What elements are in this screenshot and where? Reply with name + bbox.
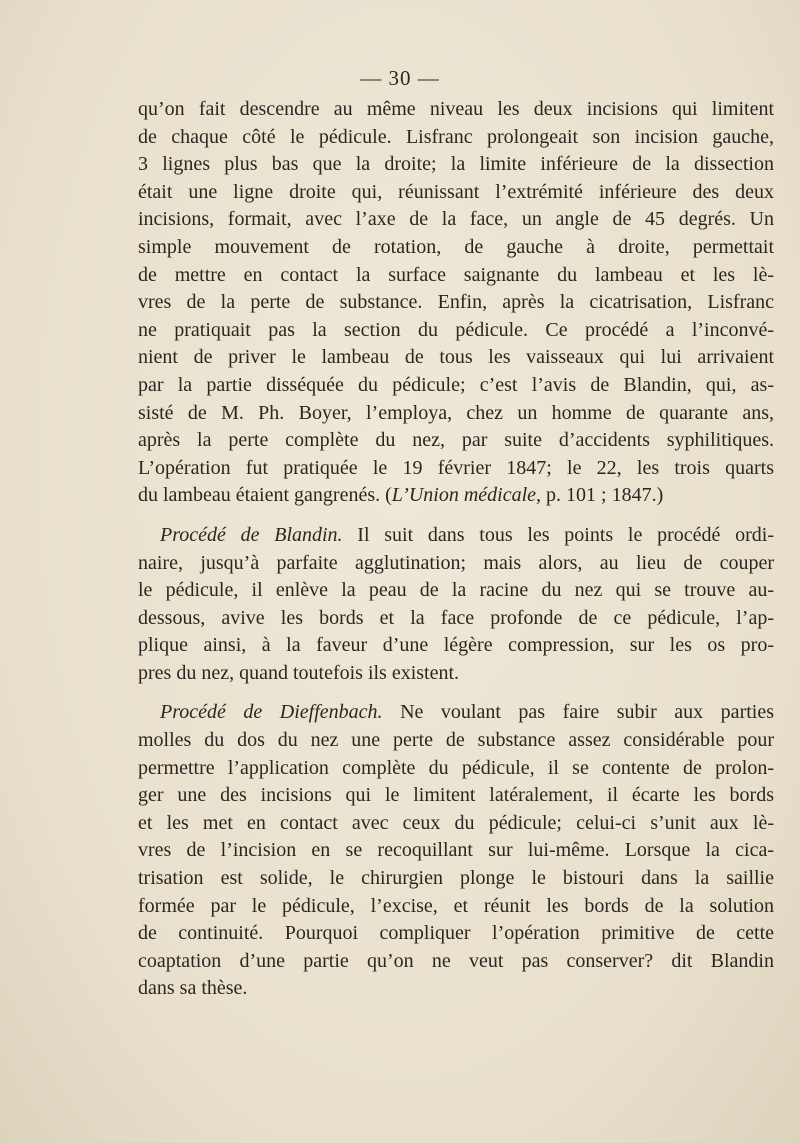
text-line: dans sa thèse.: [138, 977, 248, 1000]
text-line: le pédicule, il enlève la peau de la racine du nez qui se trouve au-: [138, 579, 774, 602]
text-line: coaptation d’une partie qu’on ne veut pas conserver? dit Blandin: [138, 949, 774, 972]
text-run: Il suit dans tous les points le procédé ordi-: [342, 523, 774, 546]
text-line: était une ligne droite qui, réunissant l’extrémité inférieure des deux: [138, 180, 774, 203]
text-line: et les met en contact avec ceux du pédicule; celui-ci s’unit aux lè-: [138, 811, 774, 834]
text-line: ger une des incisions qui le limitent latéralement, il écarte les bords: [138, 784, 774, 807]
text-line: L’opération fut pratiquée le 19 février 1847; le 22, les trois quarts: [138, 456, 774, 479]
text-line: [138, 522, 774, 550]
paragraph-dieffenbach: [138, 699, 774, 1003]
text-line: naire, jusqu’à parfaite agglutination; mais alors, au lieu de couper: [138, 551, 774, 574]
paragraph-lisfranc: [138, 96, 774, 510]
text-line: simple mouvement de rotation, de gauche à droite, permettait: [138, 235, 774, 258]
text-line: dessous, avive les bords et la face profonde de ce pédicule, l’ap-: [138, 606, 774, 629]
text-run: Ne voulant pas faire subir aux parties: [382, 701, 774, 724]
text-line: ne pratiquait pas la section du pédicule. Ce procédé a l’inconvé-: [138, 318, 774, 341]
text-line: par la partie disséquée du pédicule; c’est l’avis de Blandin, qui, as-: [138, 373, 774, 396]
text-line: vres de l’incision en se recoquillant sur lui-même. Lorsque la cica-: [138, 839, 774, 862]
text-line: formée par le pédicule, l’excise, et réunit les bords de la solution: [138, 894, 774, 917]
text-line: de mettre en contact la surface saignante du lambeau et les lè-: [138, 263, 774, 286]
paragraph-gap: [138, 510, 774, 522]
text-line: 3 lignes plus bas que la droite; la limite inférieure de la dissection: [138, 153, 774, 176]
text-line: molles du dos du nez une perte de substance assez considérable pour: [138, 729, 774, 752]
citation-journal: L’Union médicale,: [391, 484, 542, 507]
section-heading: Procédé de Dieffenbach.: [160, 701, 383, 724]
body-text: [138, 96, 774, 1003]
text-line: de chaque côté le pédicule. Lisfranc prolongeait son incision gauche,: [138, 125, 774, 148]
text-line: vres de la perte de substance. Enfin, après la cicatrisation, Lisfranc: [138, 291, 774, 314]
paragraph-gap: [138, 687, 774, 699]
section-heading: Procédé de Blandin.: [160, 523, 343, 546]
text-line: plique ainsi, à la faveur d’une légère compression, sur les os pro-: [138, 634, 774, 657]
text-line: incisions, formait, avec l’axe de la face, un angle de 45 degrés. Un: [138, 208, 774, 231]
text-line: [138, 699, 774, 727]
text-line: pres du nez, quand toutefois ils existent.: [138, 661, 460, 684]
page-number: — 30 —: [360, 66, 440, 90]
paragraph-blandin: [138, 522, 774, 688]
text-run: du lambeau étaient gangrenés. (: [138, 484, 392, 507]
text-line: de continuité. Pourquoi compliquer l’opération primitive de cette: [138, 922, 774, 945]
text-run: p. 101 ; 1847.): [541, 484, 664, 507]
text-line: qu’on fait descendre au même niveau les deux incisions qui limitent: [138, 98, 774, 120]
text-line: trisation est solide, le chirurgien plonge le bistouri dans la saillie: [138, 867, 774, 890]
text-line: nient de priver le lambeau de tous les vaisseaux qui lui arrivaient: [138, 346, 774, 369]
text-line: [138, 482, 774, 510]
text-line: sisté de M. Ph. Boyer, l’employa, chez un homme de quarante ans,: [138, 401, 774, 424]
text-line: après la perte complète du nez, par suite d’accidents syphilitiques.: [138, 429, 774, 452]
text-line: permettre l’application complète du pédicule, il se contente de prolon-: [138, 756, 774, 779]
